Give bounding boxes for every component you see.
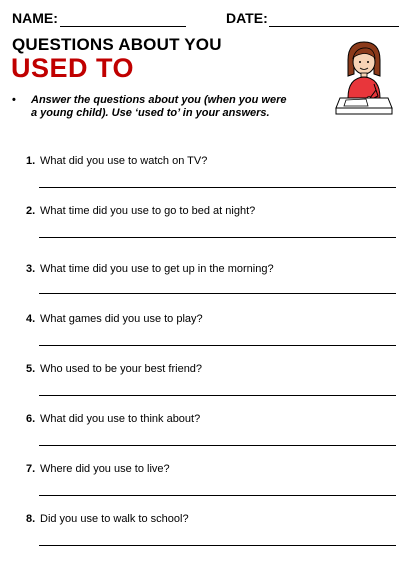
question-number: 2.	[26, 205, 36, 217]
answer-line[interactable]	[39, 237, 396, 238]
instruction-line-2: a young child). Use ‘used to’ in your answers.	[31, 107, 270, 119]
question-number: 1.	[26, 155, 36, 167]
worksheet-subtitle: QUESTIONS ABOUT YOU	[12, 35, 222, 54]
question-item	[26, 463, 398, 513]
question-item	[26, 155, 398, 205]
answer-line[interactable]	[39, 187, 396, 188]
question-text: Where did you use to live?	[40, 463, 170, 475]
question-number: 5.	[26, 363, 36, 375]
answer-line[interactable]	[39, 545, 396, 546]
question-text: What time did you use to go to bed at night?	[40, 205, 256, 217]
answer-line[interactable]	[39, 293, 396, 294]
question-text: What time did you use to get up in the morning?	[40, 263, 274, 275]
question-text: What did you use to think about?	[40, 413, 201, 425]
answer-line[interactable]	[39, 395, 396, 396]
header-fields	[12, 10, 402, 30]
name-field[interactable]	[60, 26, 186, 27]
instruction-line-1: Answer the questions about you (when you were	[31, 94, 287, 106]
question-item	[26, 255, 398, 313]
answer-line[interactable]	[39, 495, 396, 496]
question-text: Did you use to walk to school?	[40, 513, 189, 525]
question-item	[26, 363, 398, 413]
question-list	[26, 155, 398, 563]
question-number: 3.	[26, 263, 36, 275]
question-text: What games did you use to play?	[40, 313, 203, 325]
answer-line[interactable]	[39, 445, 396, 446]
question-item	[26, 313, 398, 363]
question-item	[26, 413, 398, 463]
instruction	[12, 94, 332, 120]
date-label: DATE:	[226, 10, 268, 26]
worksheet-title: USED TO	[11, 53, 135, 83]
question-text: Who used to be your best friend?	[40, 363, 203, 375]
date-field[interactable]	[269, 26, 399, 27]
girl-writing-illustration	[334, 38, 394, 120]
bullet-icon: •	[12, 94, 16, 106]
question-number: 6.	[26, 413, 36, 425]
name-label: NAME:	[12, 10, 58, 26]
question-number: 4.	[26, 313, 36, 325]
question-text: What did you use to watch on TV?	[40, 155, 208, 167]
answer-line[interactable]	[39, 345, 396, 346]
question-item	[26, 513, 398, 563]
question-number: 7.	[26, 463, 36, 475]
question-item	[26, 205, 398, 255]
question-number: 8.	[26, 513, 36, 525]
